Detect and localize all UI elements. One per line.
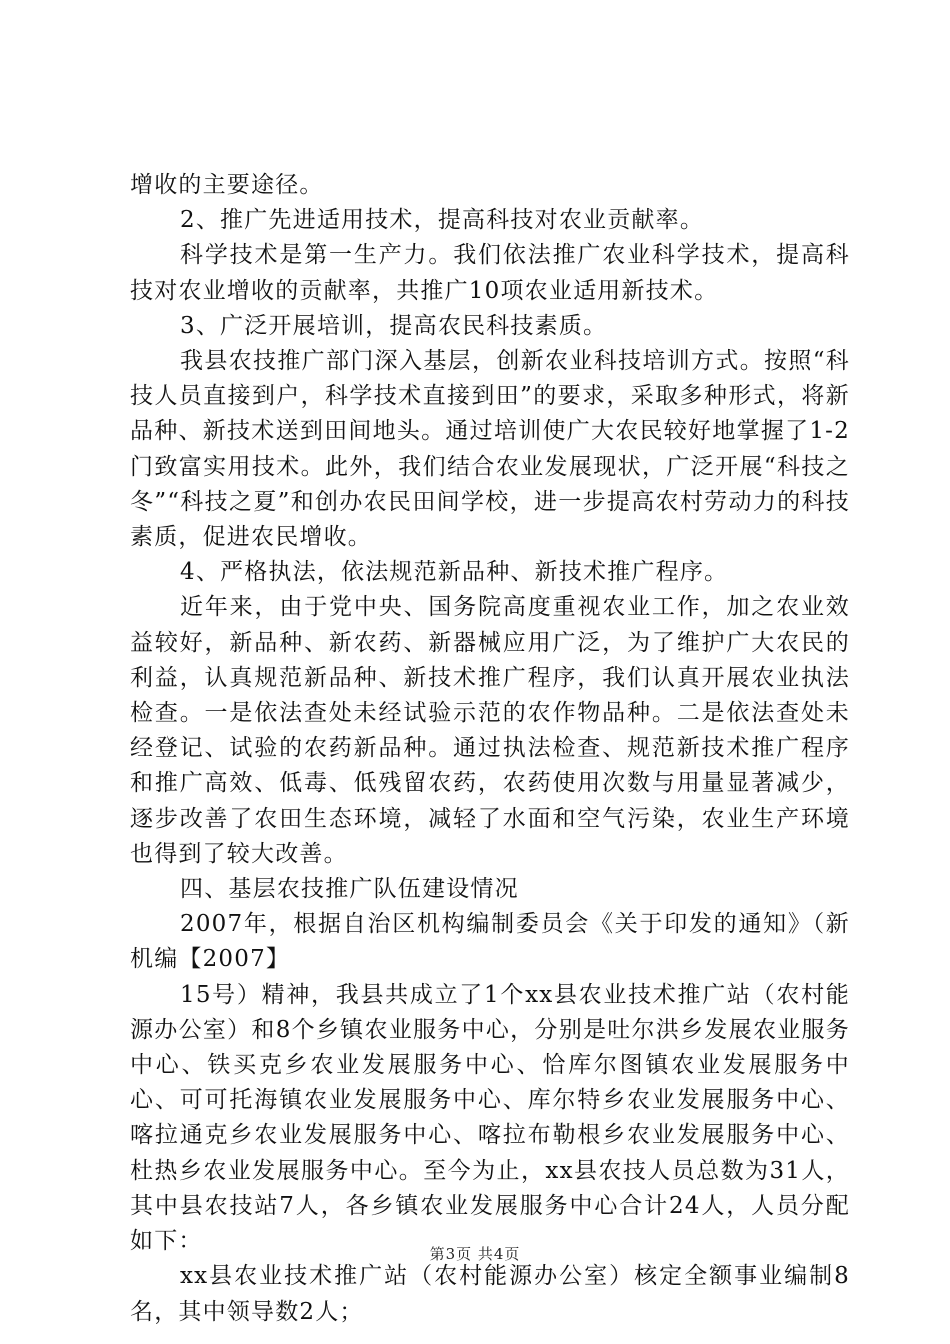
section-heading-3: 3、广泛开展培训，提高农民科技素质。 [180, 312, 608, 339]
section-heading-2: 2、推广先进适用技术，提高科技对农业贡献率。 [180, 207, 705, 234]
paragraph-4: 我县农技推广部门深入基层，创新农业科技培训方式。按照“科技人员直接到户，科学技术直接到田”的要求，采取多种形式，将新品种、新技术送到田间地头。通过培训使广大农民较好地掌握了1-2门致富实用技术。此外，我们结合农业发展现状，广泛开展“科技之冬”“科技之夏”和创办农民田间学校，进一步提高农村劳动力的科技素质，促进农民增收。 [130, 348, 850, 551]
paragraph-0: 增收的主要途径。 [130, 172, 324, 198]
document-body [130, 168, 850, 1330]
paragraph-6: 近年来，由于党中央、国务院高度重视农业工作，加之农业效益较好，新品种、新农药、新器械应用广泛，为了维护广大农民的利益，认真规范新品种、新技术推广程序，我们认真开展农业执法检查。一是依法查处未经试验示范的农作物品种。二是依法查处未经登记、试验的农药新品种。通过执法检查、规范新技术推广程序和推广高效、低毒、低残留农药，农药使用次数与用量显著减少，逐步改善了农田生态环境，减轻了水面和空气污染，农业生产环境也得到了较大改善。 [130, 594, 850, 867]
page-number-footer: 第3页 共4页 [429, 1245, 521, 1263]
paragraph-8: 2007年，根据自治区机构编制委员会《关于印发的通知》（新机编【2007】 [130, 911, 850, 973]
paragraph-9: 15号）精神，我县共成立了1个xx县农业技术推广站（农村能源办公室）和8个乡镇农业服务中心，分别是吐尔洪乡发展农业服务中心、铁买克乡农业发展服务中心、恰库尔图镇农业发展服务中心、可可托海镇农业发展服务中心、库尔特乡农业发展服务中心、喀拉通克乡农业发展服务中心、喀拉布勒根乡农业发展服务中心、杜热乡农业发展服务中心。至今为止，xx县农技人员总数为31人，其中县农技站7人，各乡镇农业发展服务中心合计24人，人员分配如下： [130, 981, 850, 1255]
section-heading-4: 4、严格执法，依法规范新品种、新技术推广程序。 [180, 559, 729, 586]
section-heading-team: 四、基层农技推广队伍建设情况 [180, 876, 519, 903]
paragraph-2: 科学技术是第一生产力。我们依法推广农业科学技术，提高科技对农业增收的贡献率，共推广10项农业适用新技术。 [130, 242, 850, 304]
paragraph-10: xx县农业技术推广站（农村能源办公室）核定全额事业编制8名，其中领导数2人； [130, 1263, 850, 1325]
